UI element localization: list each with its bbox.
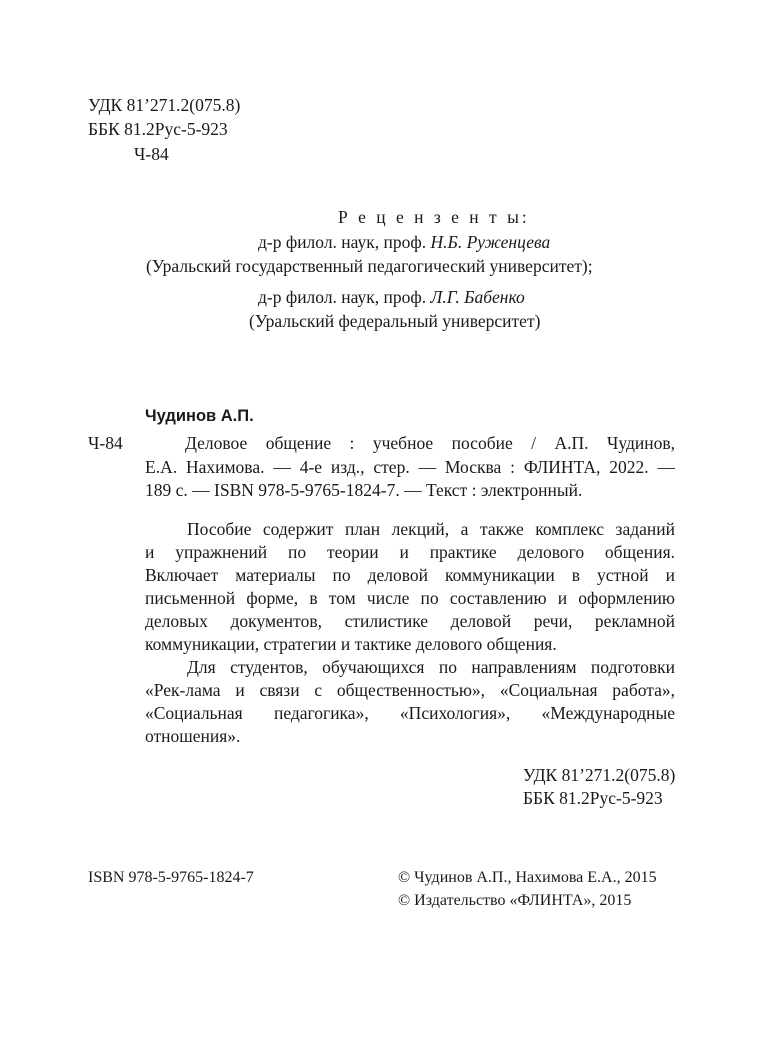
audience-line: Для студентов, обучающихся по направлениям подготовки bbox=[187, 657, 675, 677]
udk-code: УДК 81’271.2(075.8) bbox=[88, 95, 241, 115]
bibliography-line-2: Е.А. Нахимова. — 4-е изд., стер. — Москва : ФЛИНТА, 2022. — bbox=[145, 457, 675, 477]
reviewer-2-title: д-р филол. наук, проф. bbox=[258, 287, 431, 307]
annotation-line: Пособие содержит план лекций, а также комплекс заданий bbox=[187, 519, 675, 539]
annotation-line: деловых документов, стилистике деловой речи, рекламной bbox=[145, 611, 675, 631]
copyright-publisher: © Издательство «ФЛИНТА», 2015 bbox=[398, 892, 632, 909]
footer-bbk-code: ББК 81.2Рус-5-923 bbox=[523, 788, 663, 808]
reviewers-heading: Р е ц е н з е н т ы: bbox=[338, 207, 530, 227]
annotation-line: и упражнений по теории и практике делового общения. bbox=[145, 542, 675, 562]
annotation-line: коммуникации, стратегии и тактике делового общения. bbox=[145, 634, 557, 654]
reviewer-1-title: д-р филол. наук, проф. bbox=[258, 232, 431, 252]
footer-udk-code: УДК 81’271.2(075.8) bbox=[523, 765, 676, 785]
reviewer-1-affiliation: (Уральский государственный педагогический университет); bbox=[146, 256, 593, 276]
copyright-authors: © Чудинов А.П., Нахимова Е.А., 2015 bbox=[398, 869, 657, 886]
bbk-code: ББК 81.2Рус-5-923 bbox=[88, 119, 228, 139]
audience-line: отношения». bbox=[145, 726, 241, 746]
reviewer-2-affiliation: (Уральский федеральный университет) bbox=[249, 311, 541, 331]
annotation-line: Включает материалы по деловой коммуникации в устной и bbox=[145, 565, 675, 585]
author-mark: Ч-84 bbox=[134, 144, 169, 164]
audience-line: «Рек-лама и связи с общественностью», «Социальная работа», bbox=[145, 680, 675, 700]
bibliography-line-1: Деловое общение : учебное пособие / А.П. Чудинов, bbox=[185, 433, 675, 453]
reviewer-1 bbox=[258, 231, 550, 253]
reviewer-1-name: Н.Б. Руженцева bbox=[430, 232, 551, 252]
audience-line: «Социальная педагогика», «Психология», «Международные bbox=[145, 703, 675, 723]
reviewer-2 bbox=[258, 286, 525, 308]
annotation-line: письменной форме, в том числе по составлению и оформлению bbox=[145, 588, 675, 608]
bibliography-mark: Ч-84 bbox=[88, 433, 123, 453]
bibliography-author: Чудинов А.П. bbox=[145, 407, 254, 425]
isbn: ISBN 978-5-9765-1824-7 bbox=[88, 869, 254, 886]
reviewer-2-name: Л.Г. Бабенко bbox=[430, 287, 525, 307]
bibliography-line-3: 189 с. — ISBN 978-5-9765-1824-7. — Текст : электронный. bbox=[145, 480, 583, 500]
